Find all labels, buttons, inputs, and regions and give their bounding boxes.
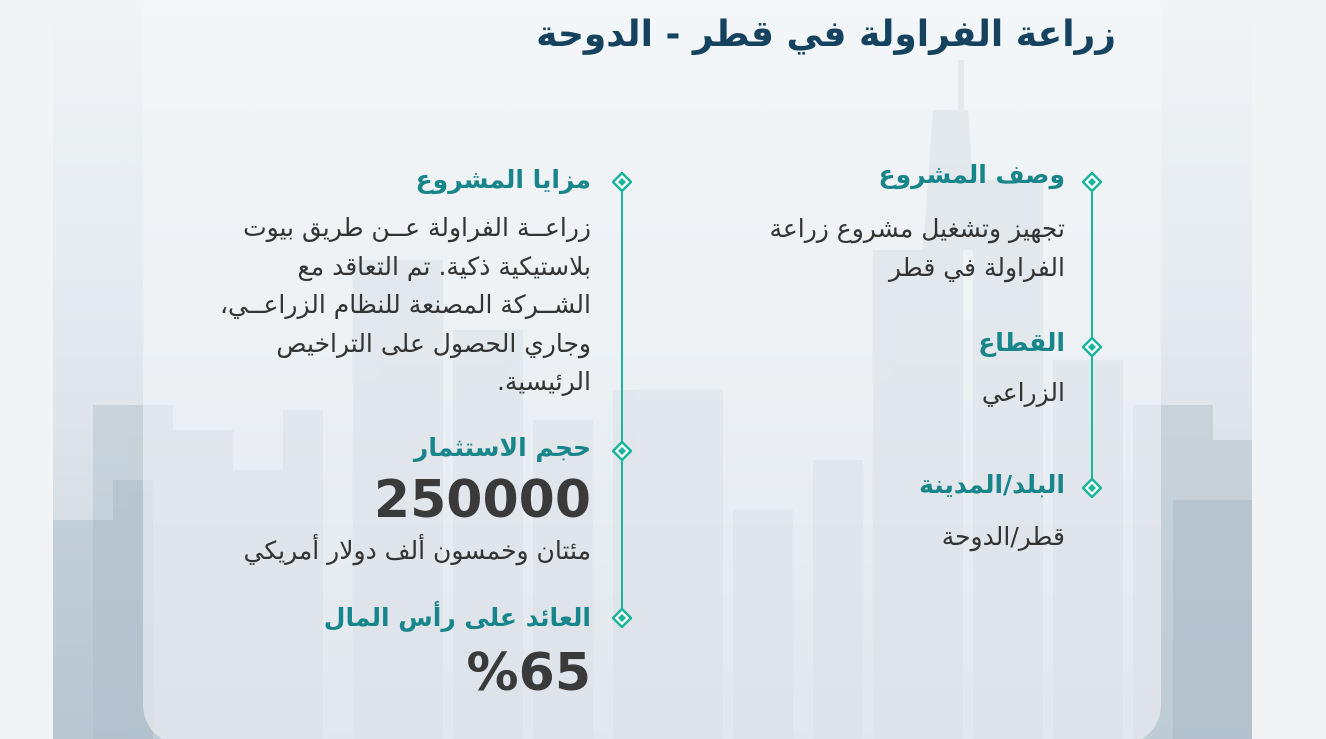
location-text: قطر/الدوحة [941, 522, 1065, 551]
advantages-heading: مزايا المشروع [415, 165, 591, 194]
investment-value: 250000 [373, 470, 591, 530]
roi-value: %65 [466, 643, 591, 703]
diamond-marker-icon [612, 441, 632, 461]
diamond-marker-icon [1082, 337, 1102, 357]
roi-heading: العائد على رأس المال [323, 603, 591, 632]
investment-caption: مئتان وخمسون ألف دولار أمريكي [243, 536, 591, 565]
advantages-text: زراعــة الفراولة عــن طريق بيوت بلاستيكية ذكية. تم التعاقد مع الشــركة المصنعة للنظام الزراعــي، وجاري الحصول على التراخيص الرئيسية. [219, 213, 591, 396]
diamond-marker-icon [612, 172, 632, 192]
sector-text: الزراعي [981, 378, 1065, 407]
location-heading: البلد/المدينة [919, 470, 1065, 499]
diamond-marker-icon [612, 608, 632, 628]
sector-heading: القطاع [978, 328, 1065, 357]
description-heading: وصف المشروع [878, 160, 1065, 189]
diamond-marker-icon [1082, 478, 1102, 498]
description-text: تجهيز وتشغيل مشروع زراعة الفراولة في قطر [769, 214, 1065, 282]
investment-heading: حجم الاستثمار [413, 433, 591, 462]
right-timeline-line [1091, 182, 1093, 488]
page-title: زراعة الفراولة في قطر - الدوحة [536, 14, 1116, 55]
diamond-marker-icon [1082, 172, 1102, 192]
left-timeline-line [621, 182, 623, 618]
